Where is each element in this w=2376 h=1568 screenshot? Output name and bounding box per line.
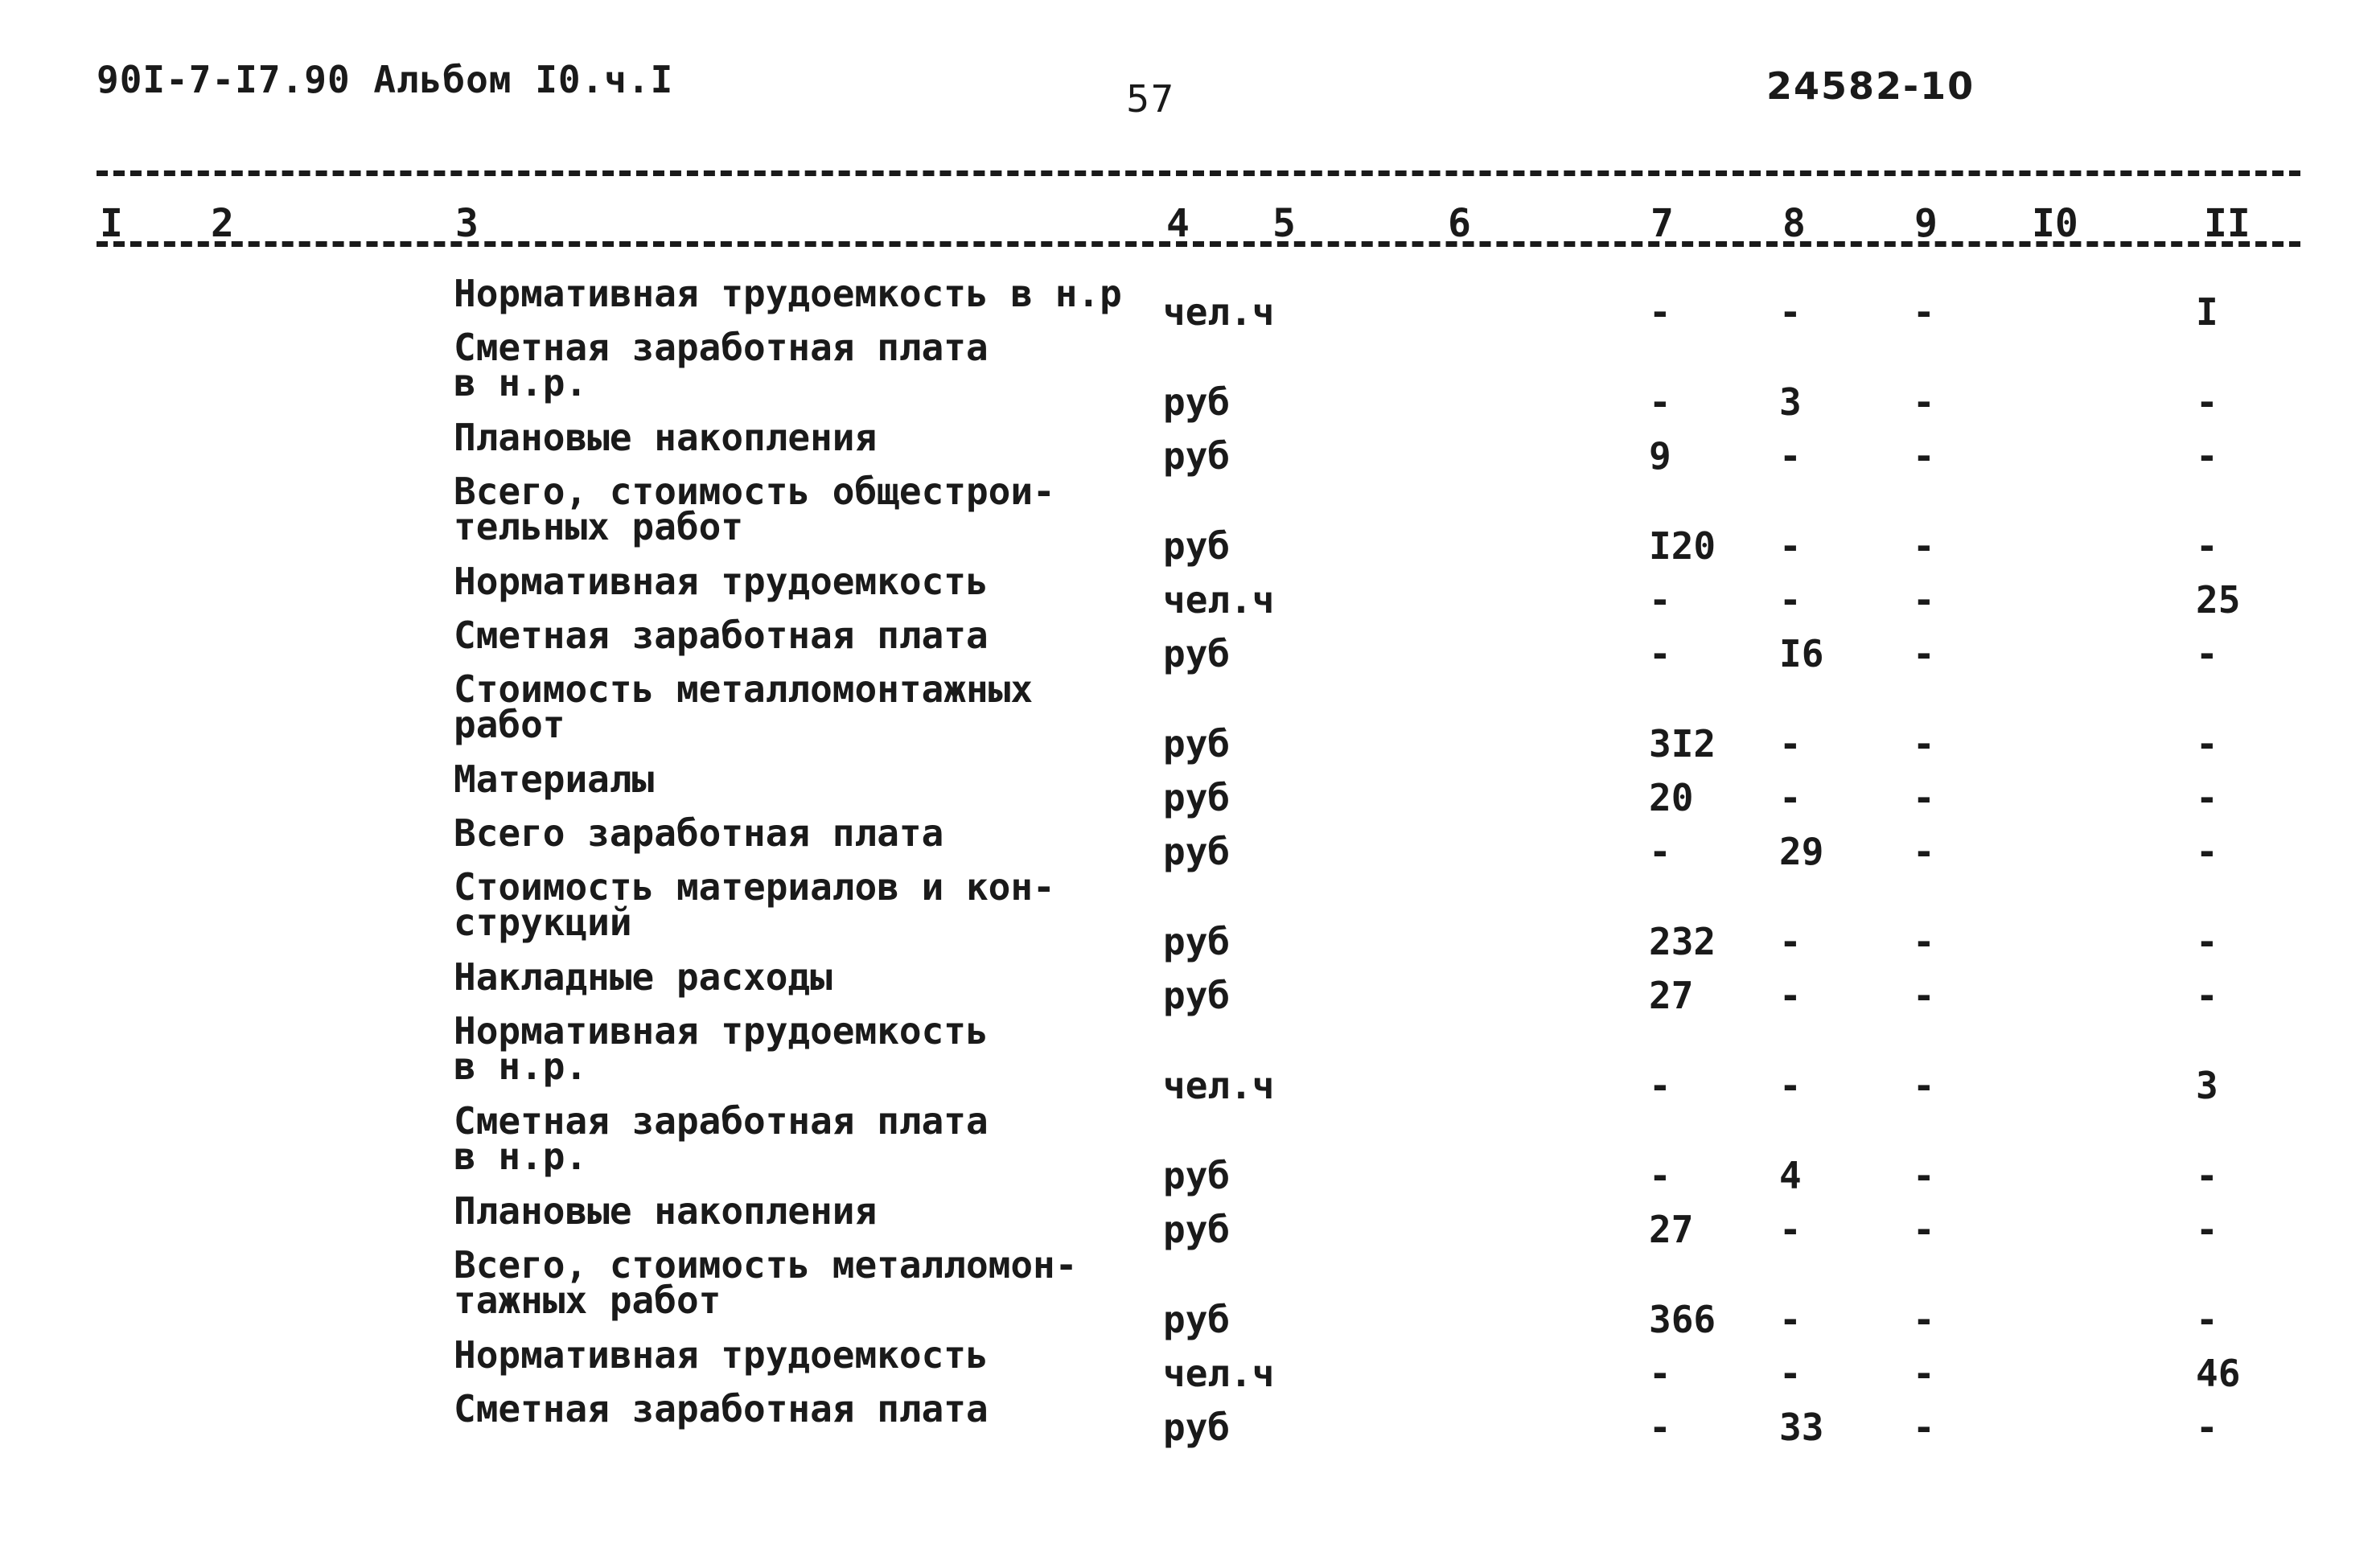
- row-label: Стоимость материалов и кон- струкций: [454, 865, 1055, 944]
- table-row: [0, 865, 2376, 963]
- row-label: Накладные расходы: [454, 955, 832, 999]
- row-value-col11: 46: [2196, 1352, 2241, 1395]
- row-label: Нормативная трудоемкость в н.р: [454, 272, 1122, 315]
- table-row: [0, 955, 2376, 1017]
- row-value-col11: -: [2196, 1406, 2218, 1449]
- row-value-col9: -: [1913, 1406, 1935, 1449]
- row-value-col8: 29: [1779, 830, 1824, 873]
- row-label: Нормативная трудоемкость: [454, 560, 989, 603]
- row-value-col7: -: [1649, 1406, 1671, 1449]
- row-label: Плановые накопления: [454, 1189, 878, 1233]
- row-value-col8: -: [1779, 920, 1802, 963]
- row-label: Стоимость металломонтажных работ: [454, 667, 1034, 746]
- row-value-col9: -: [1913, 524, 1935, 568]
- document-number: 24582-10: [1766, 64, 1975, 108]
- row-label: Нормативная трудоемкость в н.р.: [454, 1009, 989, 1088]
- row-value-col8: -: [1779, 974, 1802, 1017]
- page-number: 57: [1126, 77, 1175, 121]
- row-value-col7: -: [1649, 632, 1671, 675]
- row-unit: руб: [1163, 632, 1231, 675]
- row-value-col11: -: [2196, 830, 2218, 873]
- column-header-9: 9: [1914, 201, 1938, 246]
- row-value-col9: -: [1913, 434, 1935, 478]
- table-row: [0, 470, 2376, 568]
- row-value-col9: -: [1913, 830, 1935, 873]
- row-value-col7: 366: [1649, 1298, 1716, 1341]
- table-row: [0, 416, 2376, 478]
- row-value-col8: -: [1779, 290, 1802, 334]
- column-header-4: 4: [1166, 201, 1190, 246]
- column-header-3: 3: [455, 201, 479, 246]
- estimate-table-body: [0, 272, 2376, 1449]
- row-value-col11: 3: [2196, 1064, 2218, 1107]
- table-row: [0, 326, 2376, 424]
- row-unit: чел.ч: [1163, 578, 1275, 622]
- row-value-col9: -: [1913, 1298, 1935, 1341]
- row-value-col11: -: [2196, 1208, 2218, 1251]
- table-row: [0, 1009, 2376, 1107]
- column-header-2: 2: [211, 201, 234, 246]
- document-code: 90I-7-I7.90 Альбом I0.ч.I: [97, 58, 674, 101]
- row-value-col11: -: [2196, 920, 2218, 963]
- column-header-5: 5: [1272, 201, 1296, 246]
- row-value-col8: -: [1779, 722, 1802, 766]
- column-header-7: 7: [1650, 201, 1674, 246]
- row-label: Плановые накопления: [454, 416, 878, 459]
- row-value-col7: -: [1649, 1064, 1671, 1107]
- column-header-11: II: [2204, 201, 2251, 246]
- row-value-col11: -: [2196, 524, 2218, 568]
- table-row: [0, 272, 2376, 334]
- row-unit: руб: [1163, 1208, 1231, 1251]
- table-row: [0, 1333, 2376, 1395]
- row-label: Всего заработная плата: [454, 811, 944, 855]
- row-value-col9: -: [1913, 578, 1935, 622]
- table-row: [0, 1099, 2376, 1197]
- row-unit: руб: [1163, 974, 1231, 1017]
- row-label: Сметная заработная плата в н.р.: [454, 1099, 989, 1178]
- row-value-col7: -: [1649, 290, 1671, 334]
- row-value-col9: -: [1913, 974, 1935, 1017]
- row-value-col8: -: [1779, 1064, 1802, 1107]
- row-value-col8: 3: [1779, 380, 1802, 424]
- row-value-col8: -: [1779, 776, 1802, 819]
- row-value-col7: -: [1649, 1352, 1671, 1395]
- column-header-dashed-rule: [97, 241, 2300, 247]
- row-value-col8: I6: [1779, 632, 1824, 675]
- row-value-col7: -: [1649, 1154, 1671, 1197]
- row-label: Сметная заработная плата: [454, 1387, 989, 1430]
- column-header-10: I0: [2032, 201, 2078, 246]
- row-label: Сметная заработная плата: [454, 614, 989, 657]
- row-value-col8: 4: [1779, 1154, 1802, 1197]
- row-value-col7: 20: [1649, 776, 1694, 819]
- row-unit: руб: [1163, 524, 1231, 568]
- row-value-col9: -: [1913, 1352, 1935, 1395]
- table-row: [0, 614, 2376, 675]
- row-value-col8: -: [1779, 524, 1802, 568]
- row-value-col11: -: [2196, 434, 2218, 478]
- row-value-col8: -: [1779, 434, 1802, 478]
- row-unit: руб: [1163, 830, 1231, 873]
- row-value-col9: -: [1913, 290, 1935, 334]
- row-value-col7: 232: [1649, 920, 1716, 963]
- row-value-col11: -: [2196, 1154, 2218, 1197]
- row-value-col9: -: [1913, 1154, 1935, 1197]
- row-value-col11: -: [2196, 722, 2218, 766]
- row-value-col9: -: [1913, 1208, 1935, 1251]
- row-value-col11: -: [2196, 776, 2218, 819]
- row-value-col11: -: [2196, 380, 2218, 424]
- row-unit: руб: [1163, 1406, 1231, 1449]
- row-value-col8: -: [1779, 578, 1802, 622]
- row-unit: руб: [1163, 434, 1231, 478]
- column-header-6: 6: [1448, 201, 1471, 246]
- row-unit: руб: [1163, 776, 1231, 819]
- row-label: Сметная заработная плата в н.р.: [454, 326, 989, 404]
- top-dashed-rule: [97, 170, 2300, 176]
- row-label: Нормативная трудоемкость: [454, 1333, 989, 1377]
- table-row: [0, 1189, 2376, 1251]
- table-row: [0, 560, 2376, 622]
- row-value-col11: I: [2196, 290, 2218, 334]
- table-row: [0, 811, 2376, 873]
- row-value-col11: -: [2196, 1298, 2218, 1341]
- row-value-col11: -: [2196, 974, 2218, 1017]
- row-value-col9: -: [1913, 722, 1935, 766]
- row-value-col8: -: [1779, 1298, 1802, 1341]
- row-value-col7: I20: [1649, 524, 1716, 568]
- row-label: Всего, стоимость металломон- тажных работ: [454, 1243, 1078, 1322]
- row-value-col7: 27: [1649, 1208, 1694, 1251]
- row-unit: руб: [1163, 1154, 1231, 1197]
- row-value-col9: -: [1913, 380, 1935, 424]
- row-value-col7: 27: [1649, 974, 1694, 1017]
- row-value-col9: -: [1913, 632, 1935, 675]
- row-unit: руб: [1163, 380, 1231, 424]
- row-unit: руб: [1163, 920, 1231, 963]
- row-value-col7: 9: [1649, 434, 1671, 478]
- table-row: [0, 1387, 2376, 1449]
- row-unit: чел.ч: [1163, 1064, 1275, 1107]
- row-unit: чел.ч: [1163, 290, 1275, 334]
- row-value-col7: -: [1649, 830, 1671, 873]
- row-value-col8: -: [1779, 1352, 1802, 1395]
- row-unit: чел.ч: [1163, 1352, 1275, 1395]
- row-value-col11: 25: [2196, 578, 2241, 622]
- row-value-col11: -: [2196, 632, 2218, 675]
- row-value-col8: -: [1779, 1208, 1802, 1251]
- row-value-col9: -: [1913, 1064, 1935, 1107]
- row-value-col8: 33: [1779, 1406, 1824, 1449]
- row-value-col9: -: [1913, 776, 1935, 819]
- row-value-col7: 3I2: [1649, 722, 1716, 766]
- column-header-1: I: [100, 201, 123, 246]
- row-value-col9: -: [1913, 920, 1935, 963]
- row-value-col7: -: [1649, 380, 1671, 424]
- table-row: [0, 667, 2376, 766]
- row-label: Всего, стоимость общестрои- тельных работ: [454, 470, 1055, 548]
- table-row: [0, 1243, 2376, 1341]
- table-row: [0, 757, 2376, 819]
- row-unit: руб: [1163, 1298, 1231, 1341]
- column-header-8: 8: [1782, 201, 1806, 246]
- row-value-col7: -: [1649, 578, 1671, 622]
- row-unit: руб: [1163, 722, 1231, 766]
- row-label: Материалы: [454, 757, 655, 801]
